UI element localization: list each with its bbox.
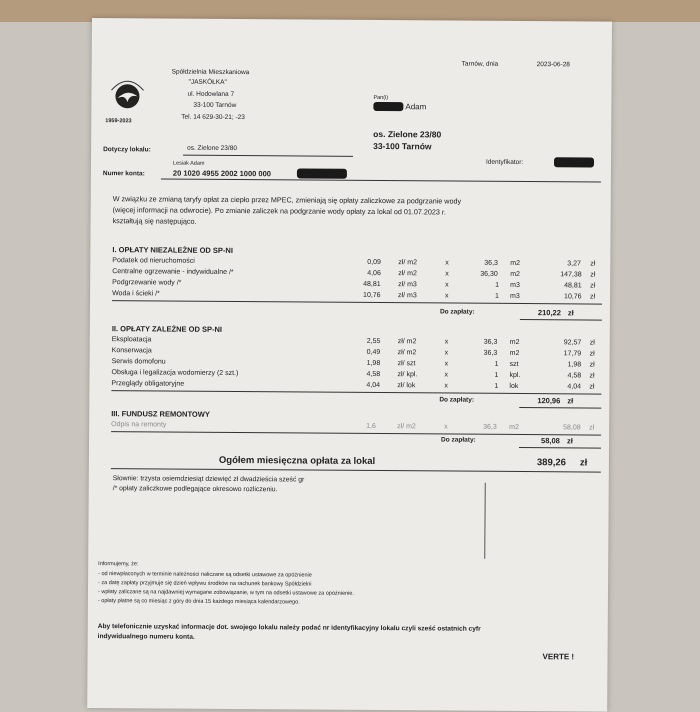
redacted-account-digits (297, 168, 347, 178)
cooperative-name: Spółdzielnia Mieszkaniowa (171, 68, 250, 77)
section-1-total: 210,22 (537, 308, 561, 318)
section-2-total-underline (519, 407, 601, 409)
document-date: 2023-06-28 (536, 61, 570, 69)
place-date-label: Tarnów, dnia (461, 60, 499, 68)
table-row: Serwis domofonu 1,98 zł/ szt x 1 szt 1,98 zł (111, 358, 595, 369)
cooperative-address-city: 33-100 Tarnów (193, 101, 237, 110)
table-row: Odpis na remonty 1,6 zł/ m2 x 36,3 m2 58,08 zł (111, 421, 595, 432)
section-2-total-label: Do zapłaty: (439, 396, 475, 404)
notice-intro: Informujemy, że: (98, 561, 139, 568)
notice-item: - opłaty płatne są co miesiąc z góry do dnia 15 każdego miesiąca kalendarzowego. (97, 598, 300, 606)
account-underline (161, 178, 601, 182)
amount-in-words: Słownie: trzysta osiemdziesiąt dziewięć zł dwadzieścia sześć gr (112, 475, 305, 484)
section-2-title: II. OPŁATY ZALEŻNE OD SP-NI (111, 324, 223, 334)
section-1-total-currency: zł (567, 308, 574, 318)
verte-note: VERTE ! (542, 652, 575, 662)
logo-year: 1959-2023 (105, 118, 132, 125)
recipient-city: 33-100 Tarnów (373, 140, 432, 152)
grand-total-currency: zł (579, 457, 588, 469)
section-2-total-currency: zł (567, 396, 574, 406)
footer-info-line-2: indywidualnego numeru konta. (97, 633, 195, 641)
section-3-total-label: Do zapłaty: (441, 436, 476, 444)
premises-owner: Lesiak Adam (172, 160, 205, 167)
notice-item: - od niewpłaconych w terminie należności naliczane są odsetki ustawowe za opóźnienie (98, 571, 312, 579)
payment-notice-document (87, 18, 612, 712)
table-row: Centralne ogrzewanie - indywidualne /* 4,06 zł/ m2 x 36,30 m2 147,38 zł (112, 268, 596, 279)
premises-underline (183, 155, 353, 157)
recipient-salutation: Pan(i) (373, 94, 389, 102)
advance-payment-footnote: /* opłaty zaliczkowe podlegające okresowo rozliczeniu. (112, 485, 278, 494)
intro-line-2: (więcej informacji na odwrocie). Po zmianie zaliczek na podgrzanie wody opłaty za lokal od 01.07.2023 r. (112, 205, 446, 217)
table-row: Eksploatacja 2,55 zł/ m2 x 36,3 m2 92,57 zł (111, 336, 595, 347)
identifier-label: Identyfikator: (485, 158, 524, 167)
premises-address: os. Zielone 23/80 (187, 144, 237, 153)
premises-label: Dotyczy lokalu: (103, 146, 151, 154)
section-3-title: III. FUNDUSZ REMONTOWY (111, 409, 210, 419)
notice-item: - wpłaty zaliczane są na najdawniej wymagane zobowiązanie, w tym na odsetki ustawowe za opóźnienie. (97, 589, 354, 597)
account-label: Numer konta: (102, 170, 145, 178)
footer-info-line-1: Aby telefonicznie uzyskać informacje dot. swojego lokalu należy podać nr identyfikacyjny lokalu czyli sześć ostatnich cyfr (97, 623, 481, 633)
section-2-total: 120,96 (537, 396, 561, 406)
table-row: Podatek od nieruchomości 0,09 zł/ m2 x 36,3 m2 3,27 zł (112, 257, 596, 268)
table-row: Obsługa i legalizacja wodomierzy (2 szt.) 4,58 zł/ kpl. x 1 kpl. 4,58 zł (111, 369, 595, 380)
intro-line-1: W związku ze zmianą taryfy opłat za ciepło przez MPEC, zmieniają się opłaty zaliczkowe za podgrzanie wody (112, 194, 462, 206)
grand-total-label: Ogółem miesięczna opłata za lokal (218, 454, 376, 467)
cooperative-address-street: ul. Hodowlana 7 (187, 90, 235, 98)
recipient-street: os. Zielone 23/80 (373, 128, 442, 140)
cooperative-logo-icon (105, 76, 149, 120)
fold-mark (484, 483, 486, 559)
notice-item: - za datę zapłaty przyjmuje się dzień wpływu środków na rachunek bankowy Spółdzielni (98, 580, 312, 588)
grand-total-underline (111, 468, 601, 472)
redacted-surname (373, 102, 403, 111)
section-1-total-underline (520, 319, 602, 321)
table-row: Konserwacja 0,49 zł/ m2 x 36,3 m2 17,79 zł (111, 347, 595, 358)
grand-total-amount: 389,26 (536, 457, 567, 469)
section-3-total-currency: zł (567, 436, 573, 446)
table-row: Przeglądy obligatoryjne 4,04 zł/ lok x 1 lok 4,04 zł (111, 380, 595, 391)
cooperative-subname: "JASKÓŁKA" (188, 78, 227, 86)
table-row: Podgrzewanie wody /* 48,81 zł/ m3 x 1 m3 48,81 zł (112, 279, 596, 290)
section-3-total: 58,08 (541, 436, 560, 446)
section-1-total-label: Do zapłaty: (439, 308, 475, 316)
section-1-title: I. OPŁATY NIEZALEŻNE OD SP-NI (112, 245, 233, 255)
section-3-total-underline (519, 447, 601, 449)
intro-line-3: kształtują się następująco. (112, 216, 197, 226)
redacted-identifier (554, 157, 594, 167)
account-number: 20 1020 4955 2002 1000 000 (172, 168, 271, 179)
cooperative-phone: Tel. 14 629-30-21; -23 (181, 113, 245, 122)
recipient-name: Adam (405, 102, 427, 112)
table-row: Woda i ścieki /* 10,76 zł/ m3 x 1 m3 10,76 zł (112, 290, 596, 301)
